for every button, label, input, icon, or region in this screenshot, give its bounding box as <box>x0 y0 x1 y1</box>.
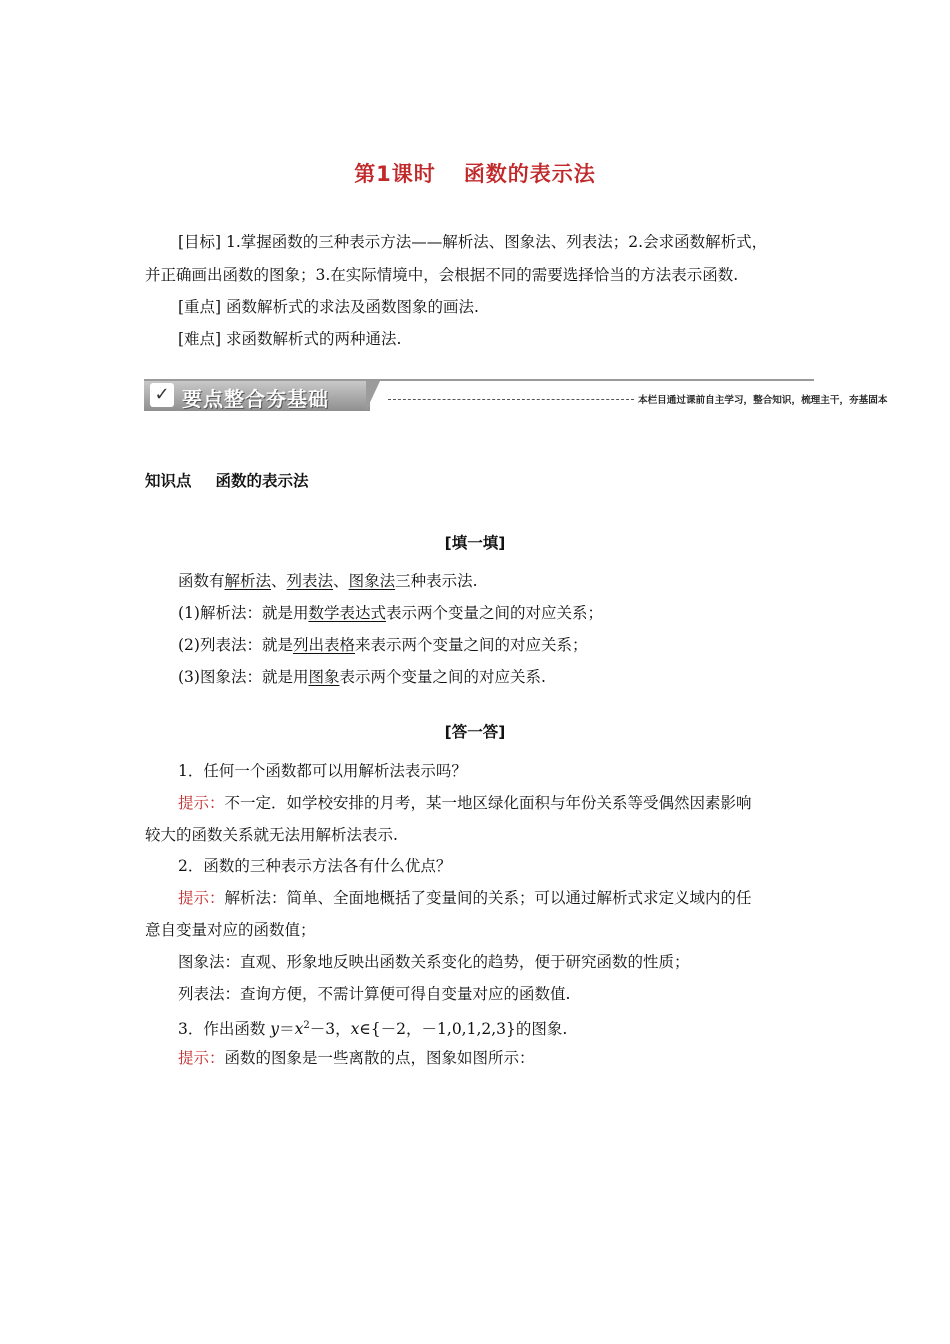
blank-expression: 数学表达式 <box>308 604 386 622</box>
knowledge-title: 函数的表示法 <box>215 472 309 490</box>
hint-text: 解析法：简单、全面地概括了变量间的关系；可以通过解析式求定义域内的任 <box>224 889 752 907</box>
answer-2-line-4: 列表法：查询方便，不需计算便可得自变量对应的函数值. <box>178 985 571 1003</box>
sep: 、 <box>271 572 287 590</box>
answer-2-line-1 <box>178 888 752 908</box>
q3-mid: －3， <box>309 1020 351 1039</box>
item-pre: (1)解析法：就是用 <box>178 604 309 622</box>
fill-header: [填一填] <box>444 534 506 552</box>
hint-label: 提示： <box>178 1049 225 1067</box>
var-y: y <box>270 1020 280 1039</box>
answer-2-line-3: 图象法：直观、形象地反映出函数关系变化的趋势，便于研究函数的性质； <box>178 953 690 971</box>
answer-1-line-2: 较大的函数关系就无法用解析法表示. <box>145 826 398 844</box>
lesson-number: 第1课时 <box>354 162 436 186</box>
blank-image: 图象 <box>308 668 340 686</box>
var-x: x <box>294 1020 304 1039</box>
item-post: 来表示两个变量之间的对应关系； <box>354 636 588 654</box>
question-2: 2．函数的三种表示方法各有什么优点？ <box>178 857 452 875</box>
q3-post: ∈{－2，－1,0,1,2,3}的图象. <box>359 1020 568 1039</box>
answer-3 <box>178 1048 535 1068</box>
item-pre: (2)列表法：就是 <box>178 636 293 654</box>
item-post: 表示两个变量之间的对应关系； <box>385 604 603 622</box>
item-pre: (3)图象法：就是用 <box>178 668 309 686</box>
blank-analytic: 解析法 <box>224 572 272 590</box>
blank-table: 列表法 <box>286 572 334 590</box>
exponent: 2 <box>303 1020 310 1031</box>
fill-item-2 <box>178 635 588 655</box>
hint-text: 不一定．如学校安排的月考，某一地区绿化面积与年份关系等受偶然因素影响 <box>224 794 752 812</box>
answer-1-line-1 <box>178 793 752 813</box>
knowledge-heading <box>145 471 309 491</box>
answer-2-line-2: 意自变量对应的函数值； <box>145 921 316 939</box>
goal-line-1: [目标] 1.掌握函数的三种表示方法——解析法、图象法、列表法；2.会求函数解析式， <box>178 233 768 251</box>
sep: 、 <box>333 572 349 590</box>
fill-intro <box>178 571 478 591</box>
goal-line-2: 并正确画出函数的图象；3.在实际情境中，会根据不同的需要选择恰当的方法表示函数. <box>145 266 739 284</box>
section-banner <box>144 379 888 413</box>
q3-pre: 3．作出函数 <box>178 1020 271 1039</box>
banner-note: 本栏目通过课前自主学习，整合知识，梳理主干，夯基固本 <box>638 395 888 406</box>
lesson-topic: 函数的表示法 <box>463 162 596 186</box>
item-post: 表示两个变量之间的对应关系. <box>339 668 546 686</box>
key-point: [重点] 函数解析式的求法及函数图象的画法. <box>178 298 479 316</box>
hint-label: 提示： <box>178 794 225 812</box>
var-x: x <box>350 1020 360 1039</box>
banner-slant <box>366 381 380 411</box>
knowledge-label: 知识点 <box>145 472 192 490</box>
fill-intro-pre: 函数有 <box>178 572 225 590</box>
equals: ＝ <box>279 1020 295 1039</box>
fill-intro-post: 三种表示法. <box>395 572 478 590</box>
page-title <box>0 158 950 188</box>
difficulty: [难点] 求函数解析式的两种通法. <box>178 330 402 348</box>
check-icon: ✓ <box>150 383 174 407</box>
answer-header: [答一答] <box>444 723 506 741</box>
fill-item-3 <box>178 667 546 687</box>
hint-text: 函数的图象是一些离散的点，图象如图所示： <box>224 1049 535 1067</box>
hint-label: 提示： <box>178 889 225 907</box>
question-1: 1．任何一个函数都可以用解析法表示吗？ <box>178 762 467 780</box>
banner-title: 要点整合夯基础 <box>182 387 329 411</box>
blank-graph: 图象法 <box>348 572 396 590</box>
banner-dashed-line <box>388 399 634 400</box>
blank-list-table: 列出表格 <box>292 636 355 654</box>
fill-item-1 <box>178 603 603 623</box>
question-3 <box>178 1016 567 1039</box>
